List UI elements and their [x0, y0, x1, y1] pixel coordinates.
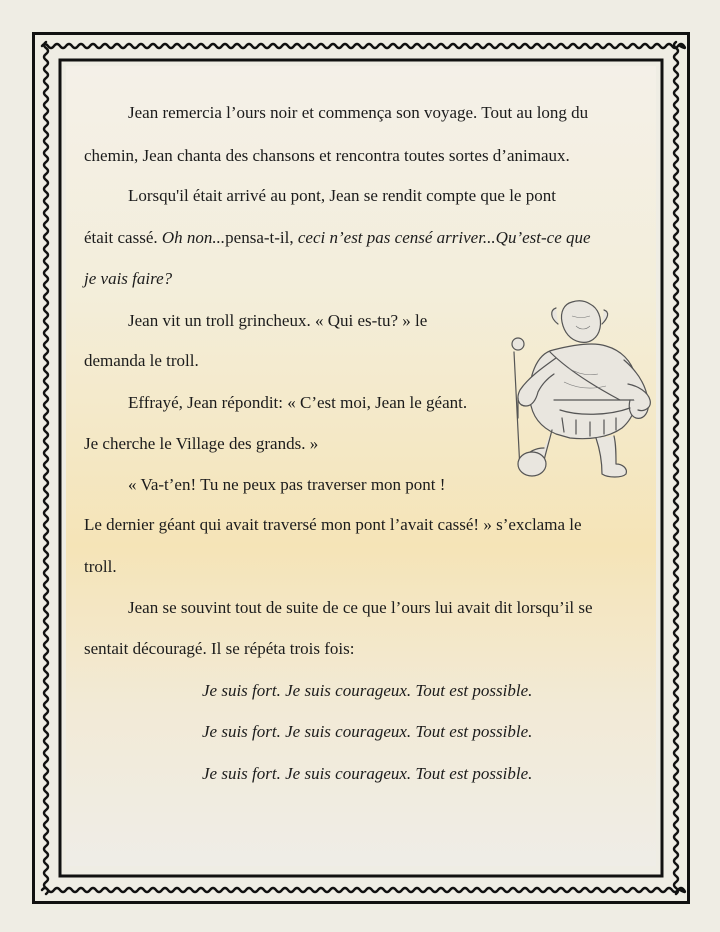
- text-line: demanda le troll.: [84, 351, 199, 370]
- text-line: Effrayé, Jean répondit: « C’est moi, Jean le géant.: [128, 393, 468, 412]
- mantra-line: Je suis fort. Je suis courageux. Tout est possible.: [202, 722, 533, 741]
- text-line: Jean se souvint tout de suite de ce que l’ours lui avait dit lorsqu’il se: [128, 598, 593, 617]
- text-line: Jean remercia l’ours noir et commença son voyage. Tout au long du: [128, 103, 589, 122]
- mantra-line: Je suis fort. Je suis courageux. Tout est possible.: [202, 764, 533, 783]
- troll-illustration: [498, 288, 658, 488]
- italic-text: ceci n’est pas censé arriver...Qu’est-ce que: [297, 228, 591, 247]
- text-line: chemin, Jean chanta des chansons et rencontra toutes sortes d’animaux.: [84, 146, 570, 165]
- text-line: Le dernier géant qui avait traversé mon pont l’avait cassé! » s’exclama le: [84, 515, 582, 534]
- text-line: sentait découragé. Il se répéta trois fois:: [84, 639, 355, 658]
- italic-text: je vais faire?: [84, 269, 173, 288]
- text-line: Lorsqu'il était arrivé au pont, Jean se rendit compte que le pont: [128, 186, 556, 205]
- text-line: troll.: [84, 557, 117, 576]
- text-line: Je cherche le Village des grands. »: [84, 434, 319, 453]
- mantra-line: Je suis fort. Je suis courageux. Tout est possible.: [202, 681, 533, 700]
- text-span: était cassé.: [84, 228, 158, 247]
- italic-text: Oh non...: [161, 228, 226, 247]
- text-line-mixed: [84, 229, 591, 246]
- text-line: Jean vit un troll grincheux. « Qui es-tu? » le: [128, 311, 428, 330]
- text-line: « Va-t’en! Tu ne peux pas traverser mon pont !: [128, 475, 446, 494]
- text-span: pensa-t-il,: [225, 228, 294, 247]
